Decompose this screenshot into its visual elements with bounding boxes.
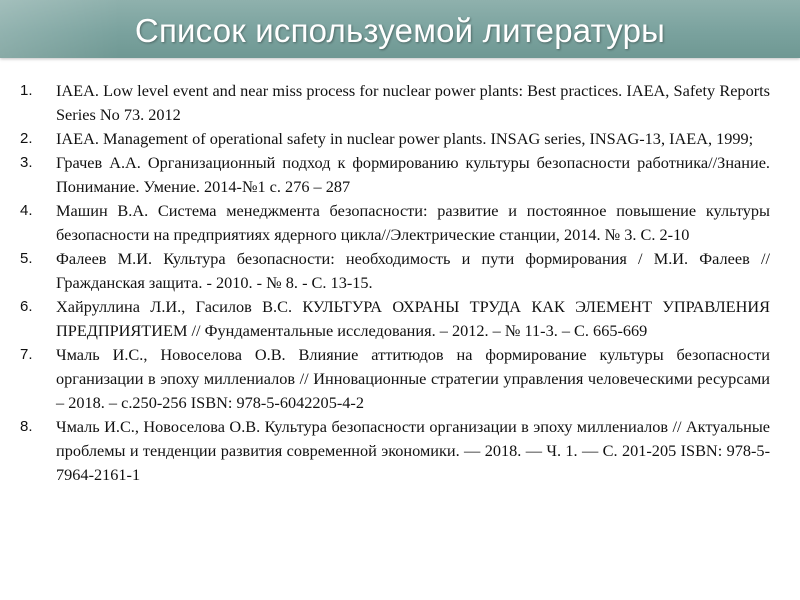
reference-item [0,415,800,487]
reference-number: 5. [20,250,33,267]
reference-number: 2. [20,130,33,147]
slide-title: Список используемой литературы [134,12,666,49]
reference-item [0,343,800,415]
reference-list [0,79,800,487]
reference-number: 7. [20,346,33,363]
reference-text: Чмаль И.С., Новоселова О.В. Влияние аттитюдов на формирование культуры безопасности организации в эпоху миллениалов // Инновационные стратегии управления человеческими ресурсами – 2018. – с.250-256 ISBN: 978-5-6042205-4-2 [56,345,770,412]
reference-number: 8. [20,418,33,435]
reference-item [0,79,800,127]
reference-item [0,247,800,295]
reference-text: Хайруллина Л.И., Гасилов В.С. КУЛЬТУРА ОХРАНЫ ТРУДА КАК ЭЛЕМЕНТ УПРАВЛЕНИЯ ПРЕДПРИЯТИЕМ // Фундаментальные исследования. – 2012. – № 11-3. – С. 665-669 [56,297,770,340]
reference-number: 4. [20,202,33,219]
reference-number: 3. [20,154,33,171]
reference-item [0,199,800,247]
reference-number: 6. [20,298,33,315]
reference-text: Чмаль И.С., Новоселова О.В. Культура безопасности организации в эпоху миллениалов // Актуальные проблемы и тенденции развития современной экономики. — 2018. — Ч. 1. — С. 201-205 ISBN: 978-5-7964-2161-1 [56,417,770,484]
reference-text: Фалеев М.И. Культура безопасности: необходимость и пути формирования / М.И. Фалеев // Гражданская защита. - 2010. - № 8. - С. 13-15. [56,249,770,292]
reference-text: Машин В.А. Система менеджмента безопасности: развитие и постоянное повышение культуры безопасности на предприятиях ядерного цикла//Электрические станции, 2014. № 3. С. 2-10 [56,201,770,244]
reference-text: IAEA. Low level event and near miss process for nuclear power plants: Best practices. IAEA, Safety Reports Series No 73. 2012 [56,81,770,124]
reference-item [0,151,800,199]
reference-text: IAEA. Management of operational safety in nuclear power plants. INSAG series, INSAG-13, IAEA, 1999; [56,129,754,148]
reference-item [0,295,800,343]
reference-item [0,127,800,151]
reference-number: 1. [20,82,33,99]
reference-text: Грачев А.А. Организационный подход к формированию культуры безопасности работника//Знание. Понимание. Умение. 2014-№1 с. 276 – 287 [56,153,770,196]
